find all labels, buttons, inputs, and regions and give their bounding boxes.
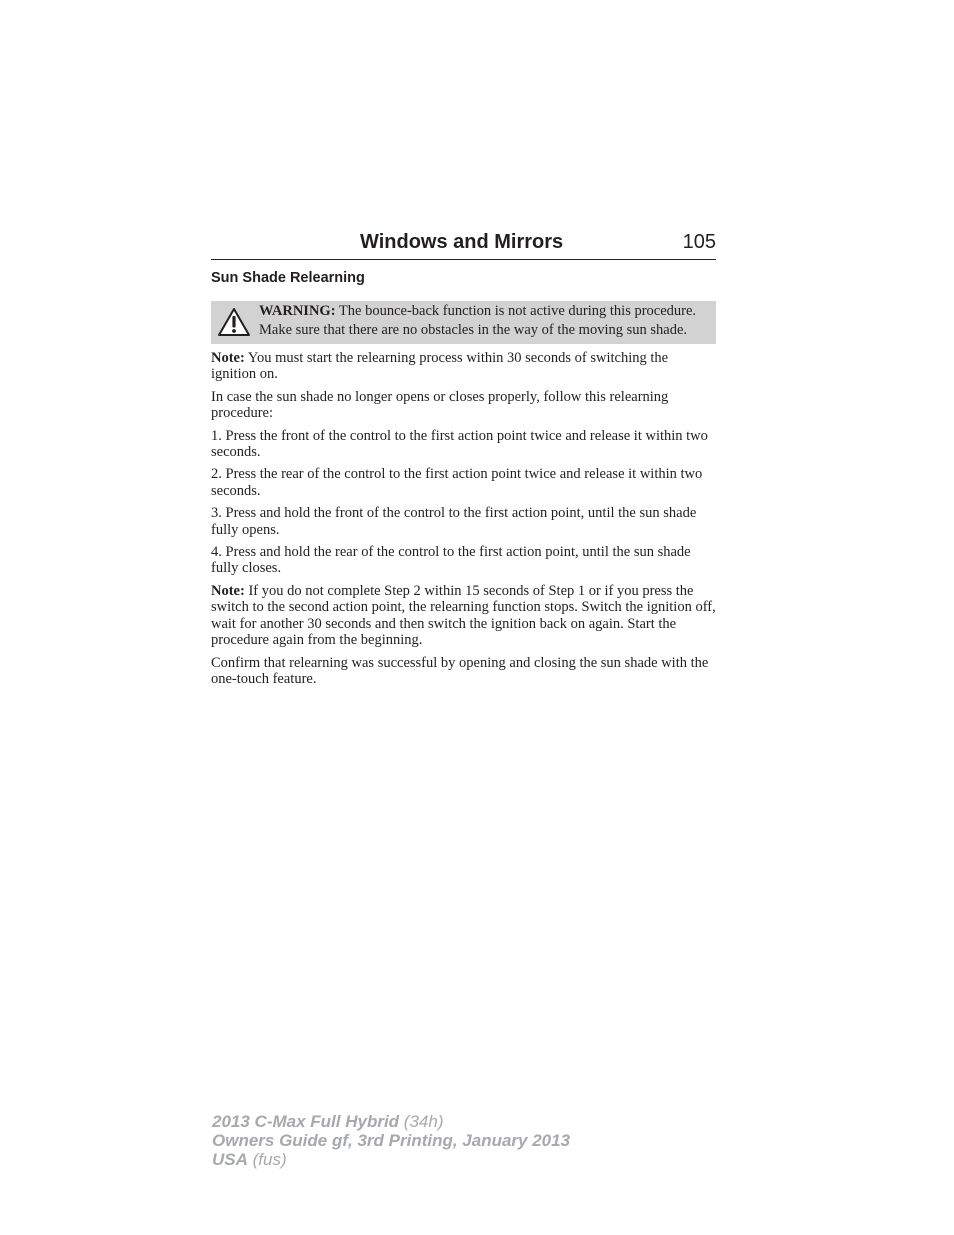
note-text-2: If you do not complete Step 2 within 15 seconds of Step 1 or if you press the switch to the second action point, the relearning function stops. Switch the ignition off, wait for another 30 seconds and then switch the ignition back on again. Start the procedure again from the beginning. [211, 582, 716, 649]
note-paragraph-2 [211, 583, 716, 649]
step-4: 4. Press and hold the rear of the control to the first action point, until the sun shade fully closes. [211, 544, 691, 577]
step-1: 1. Press the front of the control to the first action point twice and release it within two seconds. [211, 427, 708, 461]
section-heading: Sun Shade Relearning [211, 270, 365, 286]
footer-market: USA [212, 1150, 248, 1169]
step-3: 3. Press and hold the front of the control to the first action point, until the sun shade fully opens. [211, 505, 697, 538]
warning-label: WARNING: [259, 303, 336, 319]
warning-box [211, 301, 716, 344]
footer-model: 2013 C-Max Full Hybrid [212, 1112, 400, 1131]
manual-page [211, 228, 716, 693]
intro-paragraph: In case the sun shade no longer opens or closes properly, follow this relearning procedure: [211, 388, 669, 422]
note-paragraph [211, 350, 716, 383]
note-label: Note: [211, 350, 245, 366]
step-2: 2. Press the rear of the control to the first action point twice and release it within two seconds. [211, 466, 703, 499]
warning-body: The bounce-back function is not active during this procedure. Make sure that there are no obstacles in the way of the moving sun shade. [259, 303, 697, 338]
note-text: You must start the relearning process within 30 seconds of switching the ignition on. [211, 350, 669, 383]
warning-triangle-icon [217, 307, 251, 337]
footer-model-code: (34h) [403, 1112, 444, 1131]
page-header [211, 228, 716, 260]
footer-line-3 [212, 1150, 570, 1169]
footer-line-1 [212, 1112, 570, 1131]
body-text [211, 350, 716, 687]
footer-market-code: (fus) [252, 1150, 287, 1169]
page-number: 105 [682, 231, 716, 253]
note-label-2: Note: [211, 582, 245, 599]
warning-text [216, 302, 706, 340]
page-footer [212, 1112, 570, 1169]
footer-line-2: Owners Guide gf, 3rd Printing, January 2013 [212, 1131, 571, 1150]
chapter-title: Windows and Mirrors [360, 231, 564, 253]
confirm-paragraph: Confirm that relearning was successful by opening and closing the sun shade with the one-touch feature. [211, 654, 709, 687]
